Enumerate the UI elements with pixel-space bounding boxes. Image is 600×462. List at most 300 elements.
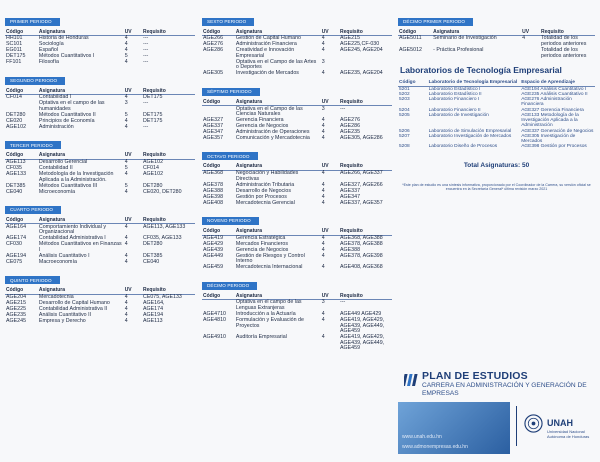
left-column [5,10,195,328]
table-cell: AGE113 [6,159,26,166]
table-cell: 5 [124,165,128,171]
campus-photo [398,402,510,454]
table-cell [521,48,540,60]
table-cell: Métodos Cuantitativos II [38,111,96,118]
column-header: UV [321,163,339,171]
column-header: Código [5,87,38,95]
table-cell: 4 [124,117,128,124]
table-cell: AGE305, AGE286 [340,135,383,142]
table-cell: AGE102 [143,159,164,166]
table-cell: DET280 [143,241,163,248]
table-cell: Totalidad de los periodos anteriores [541,46,587,59]
table-cell: AGE266 [203,35,224,42]
table-cell: DET175 [143,117,163,124]
table-cell: AGE378 [203,181,224,188]
table-cell: CE075, AGE133 [143,293,182,300]
column-header: Código [202,163,235,171]
column-header: Asignatura [235,163,321,171]
table-cell: AGE327 Gerencia Financiera [521,107,584,113]
table-cell: AGE337, AGE357 [340,199,383,206]
right-column [398,10,595,192]
column-header: UV [321,98,339,106]
table-cell: AGE276 [203,41,224,48]
table-cell: 4 [321,199,325,206]
course-table [202,292,392,352]
table-cell: 4 [321,187,325,194]
table-cell: 4 [124,223,128,230]
labs-table [398,79,595,149]
table-cell: Comportamiento Individual y Organizacional [38,223,107,236]
table-cell: 4 [321,334,325,341]
column-header: Asignatura [38,287,124,295]
total-subjects: Total Asignaturas: 50 [463,161,530,169]
table-cell [202,300,235,312]
table-row [5,101,195,113]
table-cell: - Práctica Profesional [433,46,484,53]
table-cell: AGE449 AGE429 [340,311,382,318]
period-title: NOVENO PERIODO [202,217,259,225]
table-cell: 3 [321,299,325,306]
column-header: Asignatura [235,98,321,106]
table-cell: Análisis Cuantitativo II [38,311,92,318]
period-title: SEGUNDO PERIODO [5,77,65,85]
table-cell: Microeconomía [38,188,76,195]
table-cell: 4 [321,135,325,142]
table-cell: AGE174 [6,235,27,242]
column-header: Asignatura [38,87,124,95]
period-title: TERCER PERIODO [5,141,61,149]
column-header: Código [5,28,38,36]
table-cell: AGE245 [6,317,27,324]
table-cell: AGE305 [203,70,224,77]
table-cell: Historia de Honduras [38,35,89,42]
table-cell: AGE357 [203,135,224,142]
table-cell: Laboratorio Investigación de Mercados [428,133,512,139]
course-table [202,163,392,207]
table-cell: --- [143,59,149,66]
period-title: QUINTO PERIODO [5,276,60,284]
column-header: Asignatura [38,28,124,36]
unah-name: UNAH [547,418,573,428]
table-cell: AGE235 Análisis Cuantitativo II [521,92,588,98]
table-cell: 4 [124,311,128,318]
table-row [398,134,595,144]
column-header: Código [202,28,235,36]
column-header: Laboratorio de Tecnología Empresarial [428,79,521,86]
column-header: Requisito [540,28,595,36]
table-cell: 4 [522,35,526,42]
table-cell: 4 [124,59,128,66]
table-cell: 4 [321,240,325,247]
table-cell: Optativa en el campo de las Lenguas Extranjeras [235,299,302,312]
table-cell: 4 [124,299,128,306]
plan-logo-icon [404,372,420,388]
table-cell: AGE276 [340,117,361,124]
table-cell: 4 [124,317,128,324]
column-header: Asignatura [235,227,321,235]
table-cell: Metodología de la Investigación Aplicada a la Administración. [38,170,114,183]
period-title: SÉPTIMO PERIODO [202,88,260,96]
table-cell: --- [340,299,346,306]
table-cell: Formulación y Evaluación de Proyectos [235,317,304,329]
column-header: Código [398,28,432,36]
table-cell: Laboratorio Financiero II [428,107,481,113]
column-header: Requisito [339,28,392,36]
table-cell: Administración Tributaria [235,181,295,188]
table-cell: AGE459 [203,264,224,271]
table-cell: AGE4810 [203,317,226,323]
table-cell: Seminario de Investigación [433,35,497,42]
table-cell: 4 [321,252,325,259]
table-cell: --- [143,47,149,54]
website-link[interactable]: www.unah.edu.hn [402,434,442,440]
table-cell: Investigación de Mercados [235,70,299,77]
table-cell: 4 [321,234,325,241]
table-cell: Desarrollo de Negocios [235,187,291,194]
column-header: Código [202,292,235,300]
table-row [202,106,392,118]
table-cell: DET175 [143,111,163,118]
table-cell: AGE378, AGE398 [340,252,383,259]
table-cell: 5206 [399,128,410,134]
table-row [5,260,195,266]
labs-title: Laboratorios de Tecnología Empresarial [400,65,562,76]
table-cell: CF014 [6,94,22,101]
table-cell: 5207 [399,133,410,139]
table-cell: AGE113, AGE133 [143,223,186,230]
table-cell: Mercados Financieros [235,240,289,247]
column-header: UV [321,292,339,300]
table-cell: AGE5011 [399,35,422,42]
period-section [5,269,195,325]
table-row [202,335,392,352]
table-cell: 3 [321,105,325,112]
table-cell: Contabilidad I [38,94,72,101]
table-cell: Laboratorio Estadístico II [428,92,482,98]
table-cell: AGE327 [203,117,224,124]
unah-logo [516,406,595,446]
table-cell: CE020, DET280 [143,188,182,195]
table-cell [202,106,235,118]
course-table [5,87,195,131]
column-header: UV [124,287,142,295]
column-header: Requisito [142,87,195,95]
table-cell: 5205 [399,113,410,119]
table-cell: AGE449 [203,252,224,259]
table-row [202,265,392,271]
table-cell: CF014 [143,165,159,171]
table-cell: AGE5012 [399,46,422,53]
table-cell: Macroeconomía [38,258,77,265]
table-cell: 4 [124,241,128,248]
table-cell: Laboratorio Financiero I [428,97,480,103]
table-cell: AGE133 [6,170,27,177]
table-cell: 4 [321,70,325,77]
table-header-row [5,216,195,224]
table-cell: 4 [321,246,325,253]
table-cell: HH101 [6,35,23,42]
table-cell: AGE164 [6,223,27,230]
table-row [202,318,392,335]
table-cell: 5202 [399,92,410,98]
table-cell: AGE419, AGE429, AGE439, AGE449, AGE459 [340,317,385,335]
table-header-row [5,87,195,95]
table-cell: 5 [124,53,128,60]
table-cell: 4 [124,305,128,312]
course-table [202,227,392,271]
table-cell: AGE439 [203,246,224,253]
table-cell: AGE419 [203,234,224,241]
course-table [5,28,195,66]
period-section [202,80,392,142]
table-cell: AGE194 [6,252,27,259]
table-cell: Gerencia Financiera [235,117,284,124]
table-cell: AGE194 [143,311,164,318]
table-cell: Gestión por Procesos [235,193,287,200]
table-cell: Mercadotecnia [38,293,74,300]
table-cell: --- [143,41,149,48]
table-cell: Métodos Cuantitativos I [38,53,95,60]
course-table [202,98,392,142]
table-header-row [5,152,195,160]
decimo-primer-periodo-section [398,10,595,59]
table-cell: 4 [321,117,325,124]
table-cell: AGE388 [340,246,361,253]
course-table [5,287,195,325]
brand-block [398,362,595,454]
table-cell: Gestión de Capital Humano [235,35,301,42]
table-cell: AGE378, AGE388 [340,240,383,247]
table-row [398,113,595,128]
table-cell: Comunicación y Mercadotecnia [235,135,310,142]
table-cell: CF035, AGE133 [143,235,182,242]
table-row [5,242,195,254]
period-section [5,134,195,196]
table-cell: AGE194 Análisis Cuantitativo I [521,86,587,92]
column-header: Requisito [142,216,195,224]
table-row [5,224,195,236]
table-cell: CF030 [6,241,22,248]
table-cell: 4 [124,123,128,130]
column-header: Código [202,98,235,106]
table-row [5,125,195,131]
column-header: UV [124,216,142,224]
middle-column [202,10,392,355]
table-row [202,136,392,142]
table-cell: Auditoría Empresarial [235,334,287,341]
column-header: Asignatura [38,152,124,160]
table-row [398,36,595,48]
table-cell: Optativa en el Campo de las Ciencias Naturales [235,105,303,118]
table-cell: DET280 [6,111,26,118]
table-cell: 4 [321,47,325,54]
unah-subtitle: Universidad Nacional Autónoma de Honduras [547,429,590,439]
table-row [5,172,195,184]
table-cell: Negociación y Habilidades Directivas [235,170,299,182]
table-cell: AGE245, AGE204 [340,47,383,54]
table-cell: Desarrollo Gerencial [38,159,88,166]
table-cell: DET385 [6,182,26,189]
table-cell: Gestión de Riesgos y Control Interno [235,252,305,265]
table-row [5,60,195,66]
table-cell: Gerencia de Negocios [235,123,289,130]
table-cell: 4 [321,35,325,42]
table-cell: AGE337 [340,187,361,194]
table-cell: AGE305 Investigación de Mercados [521,133,576,144]
table-cell: DET385 [143,252,163,259]
table-cell: --- [340,105,346,112]
table-cell: CE040 [143,258,160,265]
column-header: Requisito [142,28,195,36]
table-cell: Administración Financiera [235,41,297,48]
period-section [202,145,392,207]
table-cell: AGE337 Generación de Negocios [521,128,594,134]
table-cell: 4 [124,258,128,265]
period-section [5,69,195,131]
table-cell: AGE225,CF-030 [340,41,380,48]
period-section [202,10,392,77]
table-cell: --- [143,123,149,130]
table-cell: AGE337 [203,123,224,130]
table-cell: Laboratorio Estadístico I [428,86,481,92]
table-cell: AGE408, AGE368 [340,264,383,271]
table-cell: AGE102 [143,170,164,177]
column-header: Asignatura [38,216,124,224]
table-cell: CE075 [6,258,23,265]
table-cell: Sociología [38,41,64,48]
table-row [202,71,392,77]
column-header: Requisito [339,227,392,235]
table-cell: AGE4710 [203,311,226,318]
table-cell: AGE235, AGE204 [340,70,383,77]
table-cell: CE040 [6,188,23,195]
table-cell: AGE164, [143,299,165,306]
table-cell: 4 [321,181,325,188]
table-cell: CE020 [6,117,23,124]
table-cell: Filosofía [38,59,59,66]
table-cell: DET280 [143,182,163,189]
table-cell: AGE429 [203,240,224,247]
table-cell: AGE286 [203,47,224,54]
table-cell: Contabilidad Administrativa II [38,305,108,312]
table-cell: Optativa en el Campo de las Artes o Deportes [235,58,317,71]
table-cell: AGE4910 [203,334,226,341]
table-cell: --- [143,35,149,42]
period-section [5,10,195,66]
table-cell: AGE327, AGE266 [340,181,383,188]
table-header-row [202,227,392,235]
course-table [398,28,595,59]
table-cell: Mercadotecnia Internacional [235,264,303,271]
table-cell: Gerencia Estratégica [235,234,286,241]
table-cell: Desarrollo de Capital Humano [38,299,110,306]
table-cell: Principios de Economía [38,117,95,124]
table-cell: DET175 [143,94,163,101]
table-cell: 5208 [399,144,410,150]
table-cell: AGE174 [143,305,164,312]
column-header: Requisito [339,163,392,171]
column-header: Requisito [339,98,392,106]
table-header-row [398,79,595,86]
table-cell: --- [143,100,149,107]
plan-subtitle: CARRERA EN ADMINISTRACIÓN Y GENERACIÓN DE EMPRESAS [422,382,587,397]
table-cell: Análisis Cuantitativo I [38,252,90,259]
course-table [398,79,595,149]
table-cell: AGE215 [6,299,27,306]
table-cell: Contabilidad Administrativa I [38,235,106,242]
table-cell: SC101 [6,41,23,48]
table-cell: AGE347 [203,129,224,136]
column-header: Requisito [142,287,195,295]
column-header: UV [124,28,142,36]
website-link-2[interactable]: www.admonempresas.edu.hn [402,444,468,450]
period-section [202,274,392,352]
table-cell: 5 [124,111,128,118]
table-cell: 3 [124,100,128,107]
table-cell: 5 [124,182,128,189]
table-cell: AGE113 [143,317,163,324]
table-cell: 4 [321,264,325,271]
table-cell: 4 [124,170,128,177]
period-section [5,198,195,265]
table-header-row [5,28,195,36]
period-title: CUARTO PERIODO [5,206,61,214]
table-cell: 4 [321,317,325,323]
table-cell: Empresa y Derecho [38,317,86,324]
table-cell: Laboratorio Diseño de Procesos [428,144,498,150]
table-cell: 3 [321,58,325,65]
table-cell: 4 [321,170,325,177]
column-header: Asignatura [235,28,321,36]
course-table [5,216,195,265]
table-cell: 4 [321,311,325,318]
table-cell: FF101 [6,59,22,66]
plan-title: PLAN DE ESTUDIOS [422,370,528,382]
table-cell: AGE368, AGE388 [340,234,383,241]
column-header: Código [5,152,38,160]
table-cell: Mercadotecnia Gerencial [235,199,295,206]
table-cell: 4 [124,188,128,195]
table-row [398,48,595,60]
column-header: Código [398,79,428,86]
table-cell: Optativa en el campo de las humanidades [38,100,105,112]
university-seal-icon [524,414,543,433]
table-cell: Métodos Cuantitativos III [38,182,98,189]
table-cell: 4 [321,123,325,130]
table-cell: DET175 [6,53,26,60]
table-row [202,171,392,183]
table-cell: 4 [124,35,128,42]
table-cell: CF035 [6,165,22,171]
column-header: UV [321,28,339,36]
table-cell: 4 [124,252,128,259]
table-cell: EG011 [6,47,23,54]
table-row [202,300,392,312]
table-cell: 4 [124,159,128,166]
table-cell: Contabilidad II [38,165,73,171]
table-cell: Introducción a la Actuaría [235,311,296,318]
table-cell: Laboratorio de Investigación [428,113,489,119]
column-header: Asignatura [432,28,521,36]
table-row [398,97,595,107]
table-cell: 4 [124,235,128,242]
column-header: UV [124,152,142,160]
period-title: DÉCIMO PRIMER PERIODO [398,18,473,26]
table-cell: 4 [124,94,128,101]
column-header: UV [124,87,142,95]
table-row [202,201,392,207]
course-table [202,28,392,77]
